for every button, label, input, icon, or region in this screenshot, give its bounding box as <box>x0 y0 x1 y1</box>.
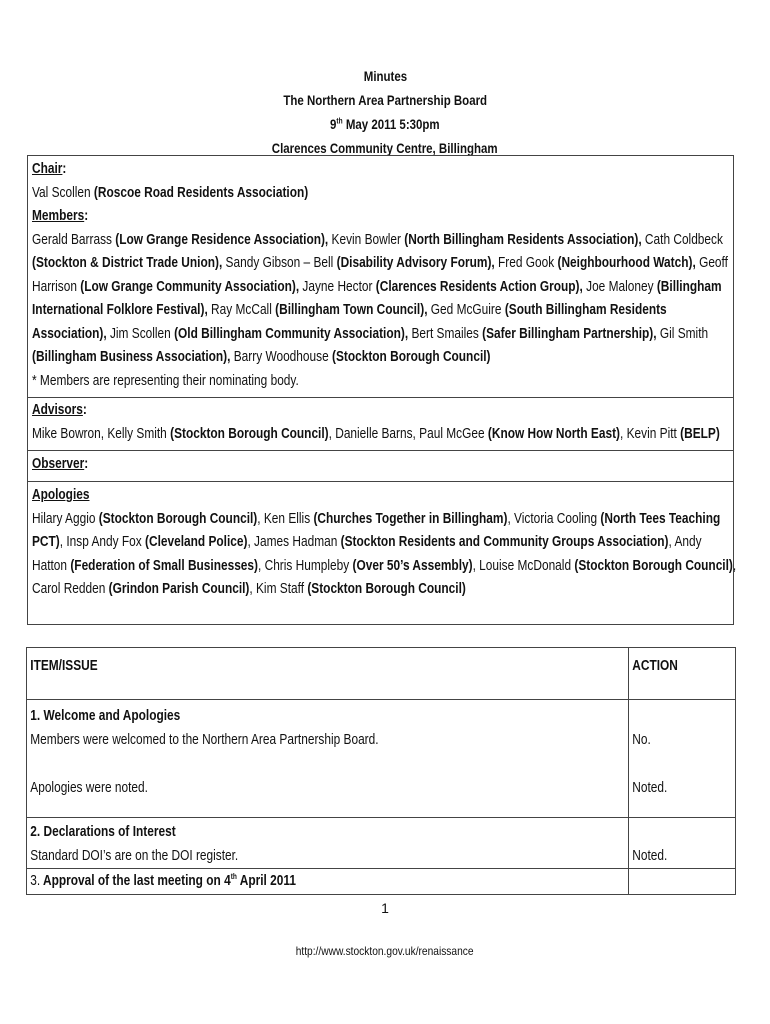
item1-line1: Members were welcomed to the Northern Area Partnership Board. <box>30 732 379 748</box>
members-note: * Members are representing their nominating body. <box>32 372 299 389</box>
observer-box: Observer: <box>27 450 734 482</box>
col-item-header: ITEM/ISSUE <box>30 658 98 674</box>
members-label: Members <box>32 208 85 224</box>
apologies-list: Hilary Aggio (Stockton Borough Council), Ken Ellis (Churches Together in Billingham), Victoria Cooling (North Tees Teaching PCT), Insp Andy Fox (Cleveland Police), James Hadman (Stockton Residents and Community Groups Association), Andy Hatton (Federation of Small Businesses), Chris Humpleby (Over 50’s Assembly), Louise McDonald (Stockton Borough Council), Carol Redden (Grindon Parish Council), Kim Staff (Stockton Borough Council) <box>32 510 737 597</box>
page-number: 1 <box>381 900 389 916</box>
chair-members-box <box>27 155 734 398</box>
board-name: The Northern Area Partnership Board <box>283 92 487 108</box>
item2-action1: Noted. <box>632 848 668 864</box>
minutes-header <box>0 64 770 160</box>
items-table <box>26 647 736 895</box>
meeting-date: 9th May 2011 5:30pm <box>330 116 440 132</box>
chair-name: Val Scollen <box>32 184 91 201</box>
doc-title: Minutes <box>363 68 407 84</box>
apologies-label: Apologies <box>32 487 90 503</box>
chair-line <box>32 182 737 206</box>
chair-org: (Roscoe Road Residents Association) <box>93 184 309 201</box>
footer-url: http://www.stockton.gov.uk/renaissance <box>296 944 474 958</box>
apologies-box <box>27 481 737 625</box>
table-row <box>27 869 736 895</box>
table-header-row <box>27 648 736 700</box>
advisors-label: Advisors <box>32 402 83 418</box>
table-row <box>27 700 736 818</box>
chair-section: Chair: <box>32 161 67 177</box>
members-list: Gerald Barrass (Low Grange Residence Association), Kevin Bowler (North Billingham Residents Association), Cath Coldbeck (Stockton & District Trade Union), Sandy Gibson – Bell (Disability Advisory Forum), Fred Gook (Neighbourhood Watch), Geoff Harrison (Low Grange Community Association), Jayne Hector (Clarences Residents Action Group), Joe Maloney (Billingham International Folklore Festival), Ray McCall (Billingham Town Council), Ged McGuire (South Billingham Residents Association), Jim Scollen (Old Billingham Community Association), Bert Smailes (Safer Billingham Partnership), Gil Smith (Billingham Business Association), Barry Woodhouse (Stockton Borough Council) <box>32 231 728 365</box>
item2-heading: 2. Declarations of Interest <box>30 824 176 840</box>
item1-action1: No. <box>632 732 651 748</box>
members-section: Members: <box>32 208 89 224</box>
item3-heading: 3. Approval of the last meeting on 4th April 2011 <box>30 872 296 889</box>
table-row <box>27 818 736 869</box>
item2-line1: Standard DOI’s are on the DOI register. <box>30 848 239 864</box>
meeting-venue: Clarences Community Centre, Billingham <box>272 140 498 156</box>
observer-label: Observer <box>32 456 85 472</box>
col-action-header: ACTION <box>632 658 679 674</box>
item1-line2: Apologies were noted. <box>30 780 148 796</box>
chair-label: Chair <box>32 161 63 177</box>
item1-action2: Noted. <box>632 780 668 796</box>
advisors-list: Mike Bowron, Kelly Smith (Stockton Borough Council), Danielle Barns, Paul McGee (Know How North East), Kevin Pitt (BELP) <box>32 425 720 442</box>
item1-heading: 1. Welcome and Apologies <box>30 708 181 724</box>
advisors-box: Advisors: Mike Bowron, Kelly Smith (Stockton Borough Council), Danielle Barns, Paul McGee (Know How North East), Kevin Pitt (BELP) <box>27 397 734 451</box>
